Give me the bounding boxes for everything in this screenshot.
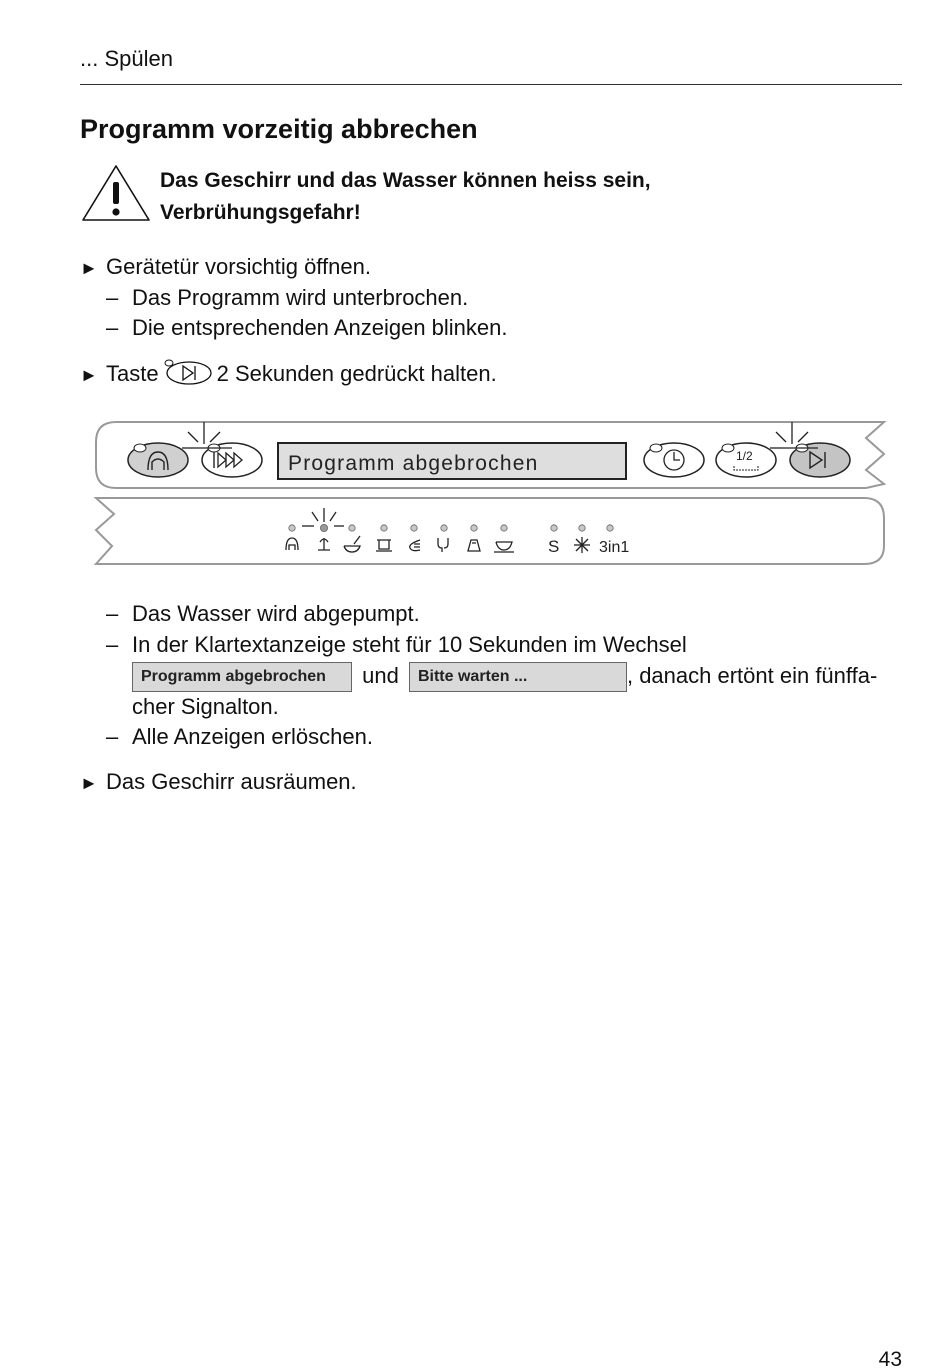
page-number: 43 — [878, 1348, 902, 1371]
running-header: ... Spülen — [80, 46, 173, 71]
sub-text: Das Wasser wird abgepumpt. — [132, 601, 420, 626]
dash: – — [106, 632, 119, 657]
program-button — [128, 443, 188, 477]
lcd-display-text: Programm abgebrochen — [288, 452, 539, 475]
lcd-chip-program-aborted: Programm abgebrochen — [132, 662, 352, 692]
dash: – — [106, 315, 119, 340]
warning-line-1: Das Geschirr und das Wasser können heiss sein, — [160, 169, 651, 192]
sub-text: Alle Anzeigen erlöschen. — [132, 724, 373, 749]
start-stop-key-icon — [163, 358, 213, 386]
half-load-label: 1/2 — [736, 449, 753, 463]
header-rule — [80, 84, 902, 85]
warning-triangle-icon — [80, 162, 152, 224]
warning-text — [160, 165, 651, 229]
indicator-s: S — [548, 537, 560, 556]
step-2 — [80, 358, 497, 390]
half-load-button — [716, 443, 776, 477]
step-2-suffix: 2 Sekunden gedrückt halten. — [216, 361, 497, 386]
step-2-prefix: Taste — [106, 361, 159, 386]
sub-text: Das Programm wird unterbrochen. — [132, 285, 469, 310]
warning-line-2: Verbrühungsgefahr! — [160, 201, 361, 224]
step-3-text: Das Geschirr ausräumen. — [106, 769, 357, 794]
step-3 — [80, 767, 357, 798]
result-sub-2-line-2 — [132, 661, 877, 692]
step-1-sub-1 — [106, 283, 468, 313]
control-panel-illustration — [92, 418, 892, 570]
lcd-chip-please-wait: Bitte warten ... — [409, 662, 627, 692]
section-title: Programm vorzeitig abbrechen — [80, 114, 478, 144]
result-sub-2-line-3: cher Signalton. — [132, 694, 279, 719]
rinse-aid-icon — [574, 537, 590, 553]
dash: – — [106, 601, 119, 626]
indicator-3in1: 3in1 — [599, 539, 630, 556]
dash: – — [106, 724, 119, 749]
step-1-text: Gerätetür vorsichtig öffnen. — [106, 254, 371, 279]
sub-text: Die entsprechenden Anzeigen blinken. — [132, 315, 508, 340]
timer-button — [644, 443, 704, 477]
result-sub-3 — [106, 722, 373, 752]
sub-text: In der Klartextanzeige steht für 10 Sekunden im Wechsel — [132, 632, 687, 657]
bullet-arrow-icon: ► — [80, 258, 98, 278]
step-1 — [80, 252, 371, 283]
sub-text-cont: , danach ertönt ein fünffa- — [626, 663, 878, 688]
result-sub-2 — [106, 630, 687, 660]
bullet-arrow-icon: ► — [80, 773, 98, 793]
und-text: und — [362, 663, 399, 688]
bullet-arrow-icon: ► — [80, 365, 98, 385]
dash: – — [106, 285, 119, 310]
step-1-sub-2 — [106, 313, 508, 343]
result-sub-1 — [106, 599, 420, 629]
